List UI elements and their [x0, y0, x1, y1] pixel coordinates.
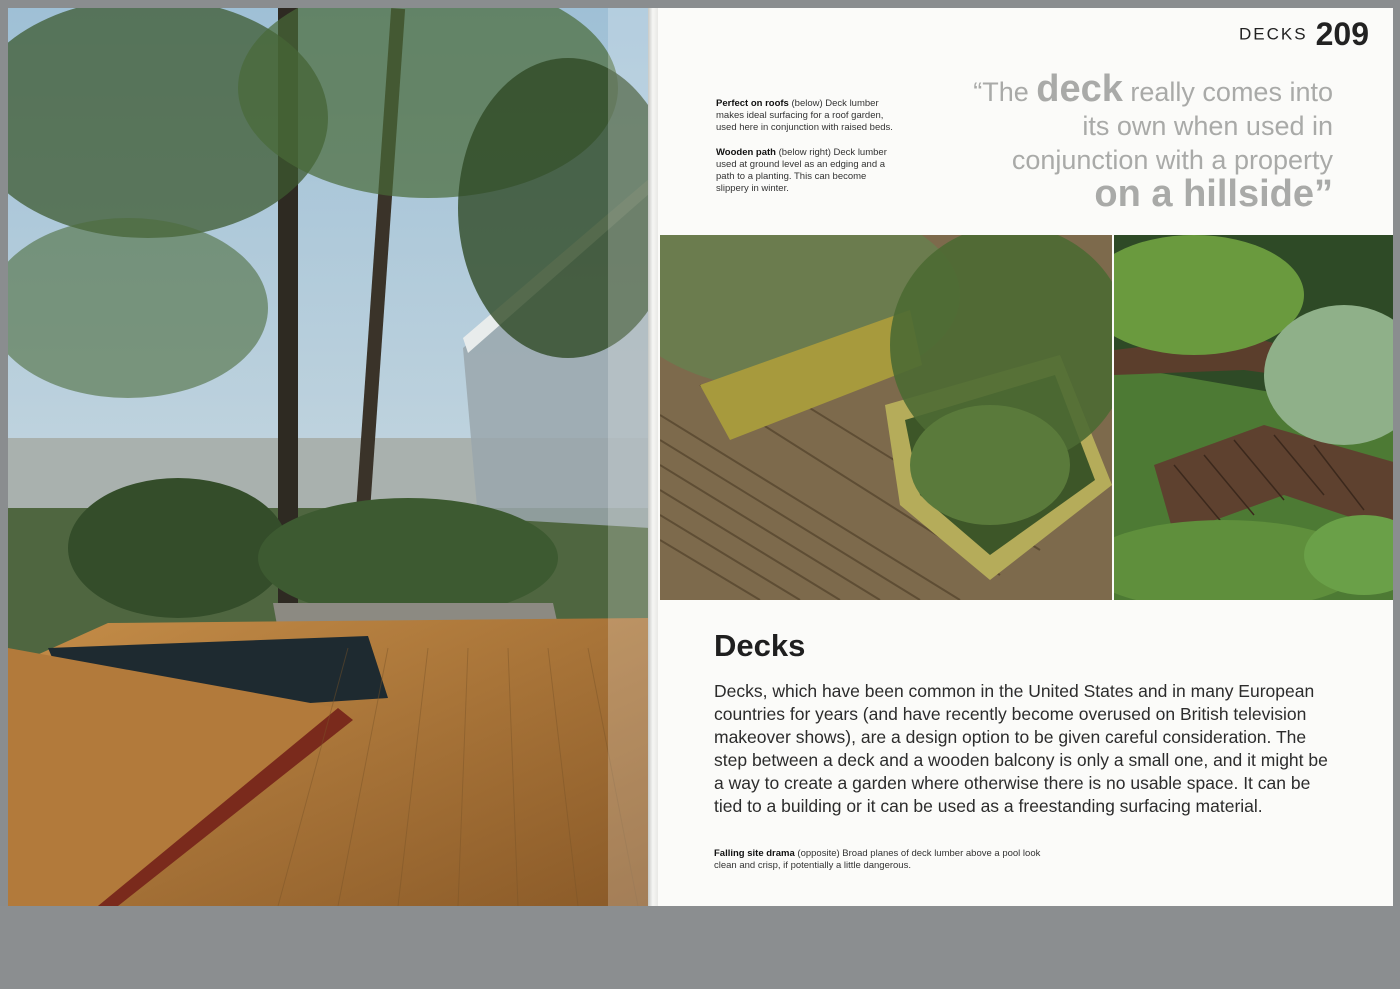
pull-quote — [913, 68, 1333, 215]
hillside-deck-photo — [8, 8, 650, 906]
quote-emphasis: deck — [1036, 68, 1123, 110]
caption-title: Wooden path — [716, 147, 776, 158]
caption-text: (below) Deck lumber makes ideal surfacing for a roof garden, used here in conjunction with raised beds. — [716, 98, 893, 133]
scanner-bed — [0, 906, 1400, 989]
caption-title: Falling site drama — [714, 848, 795, 859]
article-heading: Decks — [714, 628, 806, 663]
quote-line3: conjunction with a property — [1011, 145, 1333, 175]
caption-roofs — [716, 98, 896, 134]
quote-line2: its own when used in — [1082, 111, 1333, 141]
section-title: DECKS — [1239, 24, 1308, 44]
book-spread — [8, 8, 1393, 906]
caption-text: (below right) Deck lumber used at ground level as an edging and a path to a planting. This can become slippery in winter. — [716, 147, 887, 194]
running-header — [1239, 16, 1369, 53]
opposite-caption — [714, 848, 1054, 872]
caption-text: (opposite) Broad planes of deck lumber above a pool look clean and crisp, if potentially a little dangerous. — [714, 848, 1041, 871]
caption-title: Perfect on roofs — [716, 98, 789, 109]
quote-line1: really comes into — [1122, 77, 1333, 107]
page-number: 209 — [1315, 16, 1369, 52]
quote-lead: “The — [973, 77, 1037, 107]
quote-line4: on a hillside” — [1094, 173, 1333, 215]
right-page — [658, 8, 1393, 906]
caption-path — [716, 147, 896, 195]
roof-garden-photo — [660, 235, 1112, 600]
photo-captions — [716, 98, 896, 208]
wooden-path-photo — [1114, 235, 1393, 600]
article-body: Decks, which have been common in the United States and in many European countries for years (and have recently become overused on British television makeover shows), are a design option to be given careful consideration. The step between a deck and a wooden balcony is only a small one, and it might be a way to create a garden where otherwise there is no usable space. It can be tied to a building or it can be used as a freestanding surfacing material. — [714, 681, 1328, 816]
